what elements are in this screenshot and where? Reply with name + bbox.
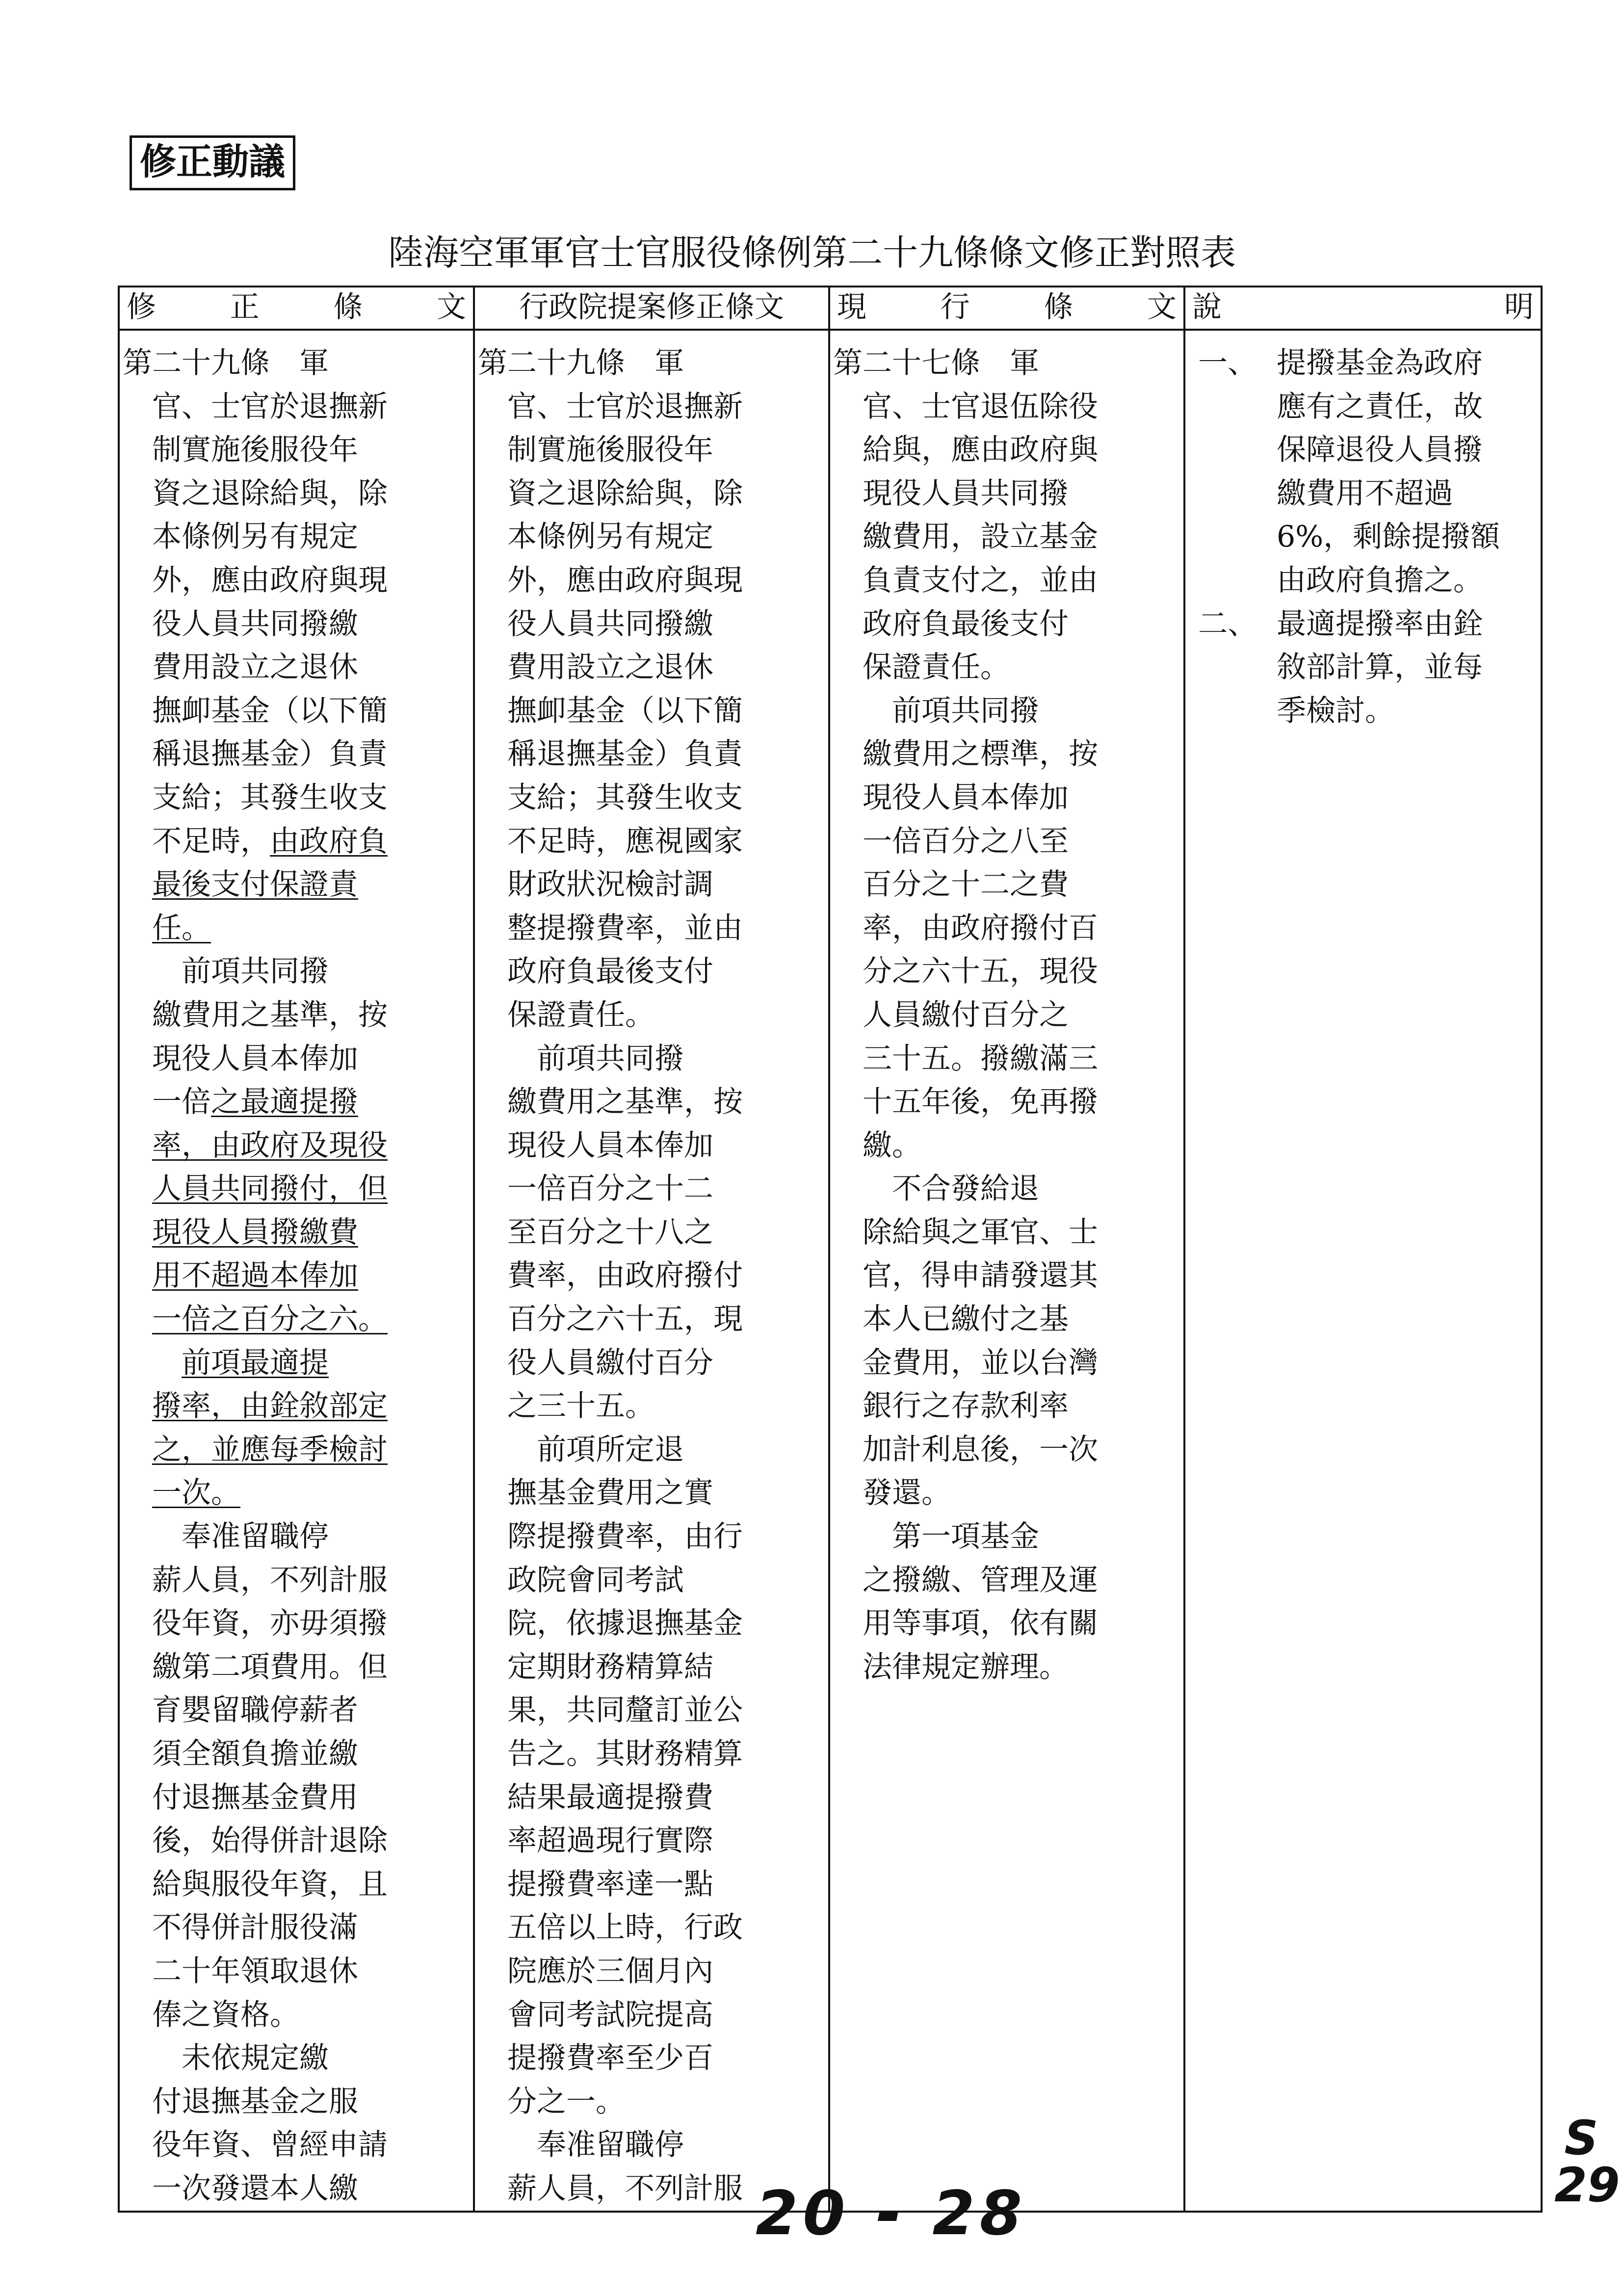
- executive-text-line: 第二十九條 軍: [478, 346, 684, 380]
- amended-text: 繳費用之基準，按: [123, 997, 388, 1032]
- document-title: 陸海空軍軍官士官服役條例第二十九條條文修正對照表: [388, 232, 1236, 273]
- amended-underlined-text: 用不超過本俸加: [152, 1258, 358, 1293]
- executive-text-line: 資之退除給與，除: [478, 476, 743, 511]
- current-text-line: 發還。: [833, 1476, 951, 1511]
- note-line: 由政府負擔之。: [1277, 563, 1483, 598]
- current-text-line: 政府負最後支付: [833, 606, 1069, 641]
- current-text-line: 負責支付之，並由: [833, 563, 1098, 598]
- executive-text-line: 保證責任。: [478, 997, 655, 1032]
- amended-text: [123, 1389, 152, 1423]
- notes-cell: [1184, 330, 1542, 2212]
- executive-text-line: 率超過現行實際: [478, 1824, 713, 1858]
- note-line: 6%，剩餘提撥額: [1277, 520, 1500, 554]
- amended-text-line: [123, 428, 470, 472]
- amended-text: 付退撫基金之服: [123, 2084, 358, 2119]
- amended-text-line: [123, 1863, 470, 1906]
- amended-text: 俸之資格。: [123, 1997, 299, 2032]
- amended-text: 給與服役年資，且: [123, 1867, 388, 1902]
- executive-text-line: 役人員繳付百分: [478, 1345, 713, 1380]
- amended-text: [123, 1172, 152, 1206]
- amended-text: [123, 1215, 152, 1250]
- amended-text: 役年資、曾經申請: [123, 2128, 388, 2163]
- executive-text-cell: [474, 330, 829, 2212]
- amended-text-line: [123, 1298, 470, 1341]
- amended-text-line: [123, 1080, 470, 1124]
- handwritten-page-number: 20 - 28: [756, 2178, 1027, 2249]
- amended-text-line: [123, 515, 470, 559]
- amended-text-line: [123, 341, 470, 385]
- amended-text-line: [123, 1993, 470, 2037]
- amended-text: [123, 1302, 152, 1336]
- note-line: 提撥基金為政府: [1277, 346, 1483, 380]
- executive-text-line: 提撥費率達一點: [478, 1867, 713, 1902]
- executive-text-line: 不足時，應視國家: [478, 824, 743, 859]
- amended-text: 支給；其發生收支: [123, 780, 388, 815]
- current-text-line: 給與，應由政府與: [833, 433, 1098, 468]
- amended-text-line: [123, 1819, 470, 1863]
- amended-text-line: [123, 1341, 470, 1385]
- amended-text: 前項共同撥: [123, 954, 329, 989]
- current-text-line: 人員繳付百分之: [833, 997, 1069, 1032]
- executive-text-line: 院應於三個月內: [478, 1954, 713, 1988]
- amended-text-line: [123, 472, 470, 516]
- executive-text-line: 分之一。: [478, 2084, 625, 2119]
- amended-text: 未依規定繳: [123, 2041, 329, 2076]
- executive-text-line: 告之。其財務精算: [478, 1737, 743, 1771]
- current-text-line: 現役人員共同撥: [833, 476, 1069, 511]
- amended-text: [123, 1476, 152, 1510]
- amended-text-line: [123, 1384, 470, 1428]
- current-text-line: 一倍百分之八至: [833, 824, 1069, 859]
- amended-underlined-text: 現役人員撥繳費: [152, 1215, 358, 1250]
- amended-underlined-text: 撥率，由銓敘部定: [152, 1389, 388, 1424]
- executive-text-line: 役人員共同撥繳: [478, 606, 713, 641]
- amended-text-line: [123, 2080, 470, 2124]
- current-text-line: 保證責任。: [833, 650, 1010, 685]
- amended-text-line: [123, 2123, 470, 2167]
- header-amended: [119, 287, 474, 330]
- executive-text-line: 費率，由政府撥付: [478, 1258, 743, 1293]
- executive-text-line: 薪人員，不列計服: [478, 2171, 743, 2206]
- amended-text-line: [123, 907, 470, 950]
- executive-text-line: 財政狀況檢討調: [478, 867, 713, 902]
- amended-text-line: [123, 385, 470, 429]
- amended-underlined-text: 之，並應每季檢討: [152, 1432, 388, 1467]
- current-text-line: 前項共同撥: [833, 693, 1039, 728]
- header-char: 文: [1147, 290, 1177, 324]
- note-line: 最適提撥率由銓: [1277, 606, 1483, 641]
- amended-text-line: [123, 1428, 470, 1472]
- executive-text-line: 結果最適提撥費: [478, 1780, 713, 1815]
- amended-text-line: [123, 1906, 470, 1950]
- current-text-line: 繳費用之標準，按: [833, 737, 1098, 772]
- comparison-table: [118, 286, 1543, 2213]
- amended-text-line: [123, 1602, 470, 1645]
- side-mark-top: S: [1564, 2111, 1598, 2166]
- amended-text-line: [123, 1689, 470, 1732]
- amended-text: 現役人員本俸加: [123, 1041, 358, 1076]
- note-item: [1188, 341, 1538, 602]
- current-text-line: 十五年後，免再撥: [833, 1085, 1098, 1120]
- amended-text-line: [123, 1211, 470, 1254]
- executive-text-line: 政院會同考試: [478, 1563, 684, 1597]
- amended-text-line: [123, 1037, 470, 1081]
- amended-text: 一倍: [123, 1085, 211, 1120]
- amended-text: [123, 1346, 182, 1380]
- amended-text: 繳第二項費用。但: [123, 1649, 388, 1684]
- amended-underlined-text: 一倍之百分之六。: [152, 1302, 388, 1337]
- executive-text-line: 五倍以上時，行政: [478, 1910, 743, 1945]
- current-text-line: 三十五。撥繳滿三: [833, 1041, 1098, 1076]
- amended-text: 奉准留職停: [123, 1519, 329, 1554]
- amended-text-line: [123, 1124, 470, 1168]
- header-char: 文: [436, 290, 466, 324]
- amended-text: [123, 1258, 152, 1293]
- amended-text: 後，始得併計退除: [123, 1824, 388, 1858]
- note-number: 二、: [1198, 606, 1257, 641]
- amended-text: 不足時，: [123, 824, 270, 859]
- header-char: 現: [837, 290, 866, 324]
- amended-text: 撫卹基金（以下簡: [123, 693, 388, 728]
- amended-text-line: [123, 993, 470, 1037]
- amended-text: [123, 867, 152, 902]
- side-mark-bottom: 29: [1554, 2158, 1620, 2213]
- header-char: 條: [333, 290, 363, 324]
- amended-text: 役人員共同撥繳: [123, 606, 358, 641]
- executive-text-line: 會同考試院提高: [478, 1997, 713, 2032]
- amended-underlined-text: 由政府負: [270, 824, 388, 859]
- executive-text-line: 院，依據退撫基金: [478, 1606, 743, 1641]
- executive-text-line: 現役人員本俸加: [478, 1128, 713, 1163]
- header-char: 正: [230, 290, 260, 324]
- amended-text: 外，應由政府與現: [123, 563, 388, 598]
- executive-text-line: 支給；其發生收支: [478, 780, 743, 815]
- amended-text: 育嬰留職停薪者: [123, 1693, 358, 1728]
- note-item: [1188, 602, 1538, 733]
- current-text-line: 繳。: [833, 1128, 921, 1163]
- executive-text-line: 奉准留職停: [478, 2128, 684, 2163]
- executive-text-line: 際提撥費率，由行: [478, 1519, 743, 1554]
- current-text-line: 現役人員本俸加: [833, 780, 1069, 815]
- header-notes: [1184, 287, 1542, 330]
- executive-text-line: 一倍百分之十二: [478, 1172, 713, 1206]
- executive-text-line: 制實施後服役年: [478, 433, 713, 468]
- amended-text-line: [123, 559, 470, 602]
- current-text-line: 率，由政府撥付百: [833, 911, 1098, 945]
- current-text-line: 加計利息後，一次: [833, 1432, 1098, 1467]
- header-char: 修: [127, 290, 156, 324]
- amended-text-line: [123, 950, 470, 993]
- amended-text-line: [123, 689, 470, 733]
- current-text-line: 百分之十二之費: [833, 867, 1069, 902]
- current-text-line: 官、士官退伍除役: [833, 389, 1098, 424]
- header-char: 明: [1504, 290, 1534, 324]
- note-line: 繳費用不超過: [1277, 476, 1453, 511]
- amended-underlined-text: 前項最適提: [182, 1345, 329, 1380]
- amended-text-line: [123, 2167, 470, 2211]
- amended-text: [123, 911, 152, 945]
- executive-text-line: 前項所定退: [478, 1432, 684, 1467]
- motion-label: 修正動議: [130, 135, 295, 190]
- amended-underlined-text: 之最適提撥: [211, 1085, 358, 1120]
- current-text-line: 第二十七條 軍: [833, 346, 1039, 380]
- note-line: 敘部計算，並每: [1277, 650, 1483, 685]
- current-text-line: 第一項基金: [833, 1519, 1039, 1554]
- current-text-line: 法律規定辦理。: [833, 1649, 1069, 1684]
- header-char: 行: [940, 290, 970, 324]
- table-header-row: [119, 287, 1542, 330]
- current-text-line: 官，得申請發還其: [833, 1258, 1098, 1293]
- header-char: 條: [1044, 290, 1074, 324]
- header-executive: 行政院提案修正條文: [474, 287, 829, 330]
- note-body: [1277, 341, 1500, 602]
- executive-text-line: 官、士官於退撫新: [478, 389, 743, 424]
- amended-text: [123, 1433, 152, 1467]
- executive-text-line: 稱退撫基金）負責: [478, 737, 743, 772]
- current-text-cell: [829, 330, 1184, 2212]
- header-char: 說: [1192, 290, 1222, 324]
- amended-text-line: [123, 1950, 470, 1993]
- executive-text-line: 果，共同釐訂並公: [478, 1693, 743, 1728]
- executive-text-line: 繳費用之基準，按: [478, 1085, 743, 1120]
- note-number: 一、: [1198, 346, 1257, 380]
- amended-text: 費用設立之退休: [123, 650, 358, 685]
- executive-text-line: 百分之六十五，現: [478, 1302, 743, 1337]
- amended-text-line: [123, 820, 470, 863]
- amended-text-line: [123, 1515, 470, 1559]
- current-text-line: 分之六十五，現役: [833, 954, 1098, 989]
- amended-text: 二十年領取退休: [123, 1954, 358, 1988]
- executive-text-line: 前項共同撥: [478, 1041, 684, 1076]
- header-current: [829, 287, 1184, 330]
- executive-text-line: 整提撥費率，並由: [478, 911, 743, 945]
- amended-text-line: [123, 646, 470, 689]
- amended-text-line: [123, 1776, 470, 1820]
- amended-text: 役年資，亦毋須撥: [123, 1606, 388, 1641]
- executive-text-line: 外，應由政府與現: [478, 563, 743, 598]
- current-text-line: 用等事項，依有關: [833, 1606, 1098, 1641]
- note-line: 保障退役人員撥: [1277, 433, 1483, 468]
- executive-text-line: 本條例另有規定: [478, 520, 713, 554]
- amended-text-line: [123, 732, 470, 776]
- amended-text-line: [123, 1645, 470, 1689]
- amended-text: 薪人員，不列計服: [123, 1563, 388, 1597]
- note-body: [1277, 602, 1483, 733]
- current-text-line: 除給與之軍官、士: [833, 1215, 1098, 1250]
- current-text-line: 不合發給退: [833, 1172, 1039, 1206]
- note-line: 應有之責任，故: [1277, 389, 1483, 424]
- amended-text: 第二十九條 軍: [123, 346, 329, 380]
- amended-text: 不得併計服役滿: [123, 1910, 358, 1945]
- amended-text-line: [123, 1254, 470, 1298]
- amended-text-line: [123, 1559, 470, 1602]
- current-text-line: 之撥繳、管理及運: [833, 1563, 1098, 1597]
- executive-text-line: 撫基金費用之實: [478, 1476, 713, 1511]
- executive-text-line: 費用設立之退休: [478, 650, 713, 685]
- amended-underlined-text: 最後支付保證責: [152, 867, 358, 902]
- current-text-line: 繳費用，設立基金: [833, 520, 1098, 554]
- current-text-line: 金費用，並以台灣: [833, 1345, 1098, 1380]
- amended-text: 稱退撫基金）負責: [123, 737, 388, 772]
- amended-text-line: [123, 1471, 470, 1515]
- table-body-row: [119, 330, 1542, 2212]
- amended-text-cell: [119, 330, 474, 2212]
- executive-text-line: 提撥費率至少百: [478, 2041, 713, 2076]
- note-line: 季檢討。: [1277, 693, 1394, 728]
- amended-text: 官、士官於退撫新: [123, 389, 388, 424]
- executive-text-line: 政府負最後支付: [478, 954, 713, 989]
- amended-text: 一次發還本人繳: [123, 2171, 358, 2206]
- current-text-line: 本人已繳付之基: [833, 1302, 1069, 1337]
- amended-underlined-text: 一次。: [152, 1476, 240, 1511]
- amended-text: 資之退除給與，除: [123, 476, 388, 511]
- executive-text-line: 之三十五。: [478, 1389, 655, 1424]
- amended-text-line: [123, 1167, 470, 1211]
- amended-text: 制實施後服役年: [123, 433, 358, 468]
- executive-text-line: 撫卹基金（以下簡: [478, 693, 743, 728]
- amended-text: 付退撫基金費用: [123, 1780, 358, 1815]
- amended-text-line: [123, 2036, 470, 2080]
- amended-text-line: [123, 1732, 470, 1776]
- amended-text-line: [123, 863, 470, 907]
- amended-text: 本條例另有規定: [123, 520, 358, 554]
- amended-text-line: [123, 602, 470, 646]
- executive-text-line: 定期財務精算結: [478, 1649, 713, 1684]
- amended-underlined-text: 人員共同撥付，但: [152, 1172, 388, 1206]
- amended-underlined-text: 任。: [152, 911, 211, 945]
- amended-text: [123, 1128, 152, 1163]
- amended-text-line: [123, 776, 470, 820]
- handwritten-side-mark: [1554, 2111, 1620, 2213]
- current-text-line: 銀行之存款利率: [833, 1389, 1069, 1424]
- executive-text-line: 至百分之十八之: [478, 1215, 713, 1250]
- amended-text: 須全額負擔並繳: [123, 1737, 358, 1771]
- amended-underlined-text: 率，由政府及現役: [152, 1128, 388, 1163]
